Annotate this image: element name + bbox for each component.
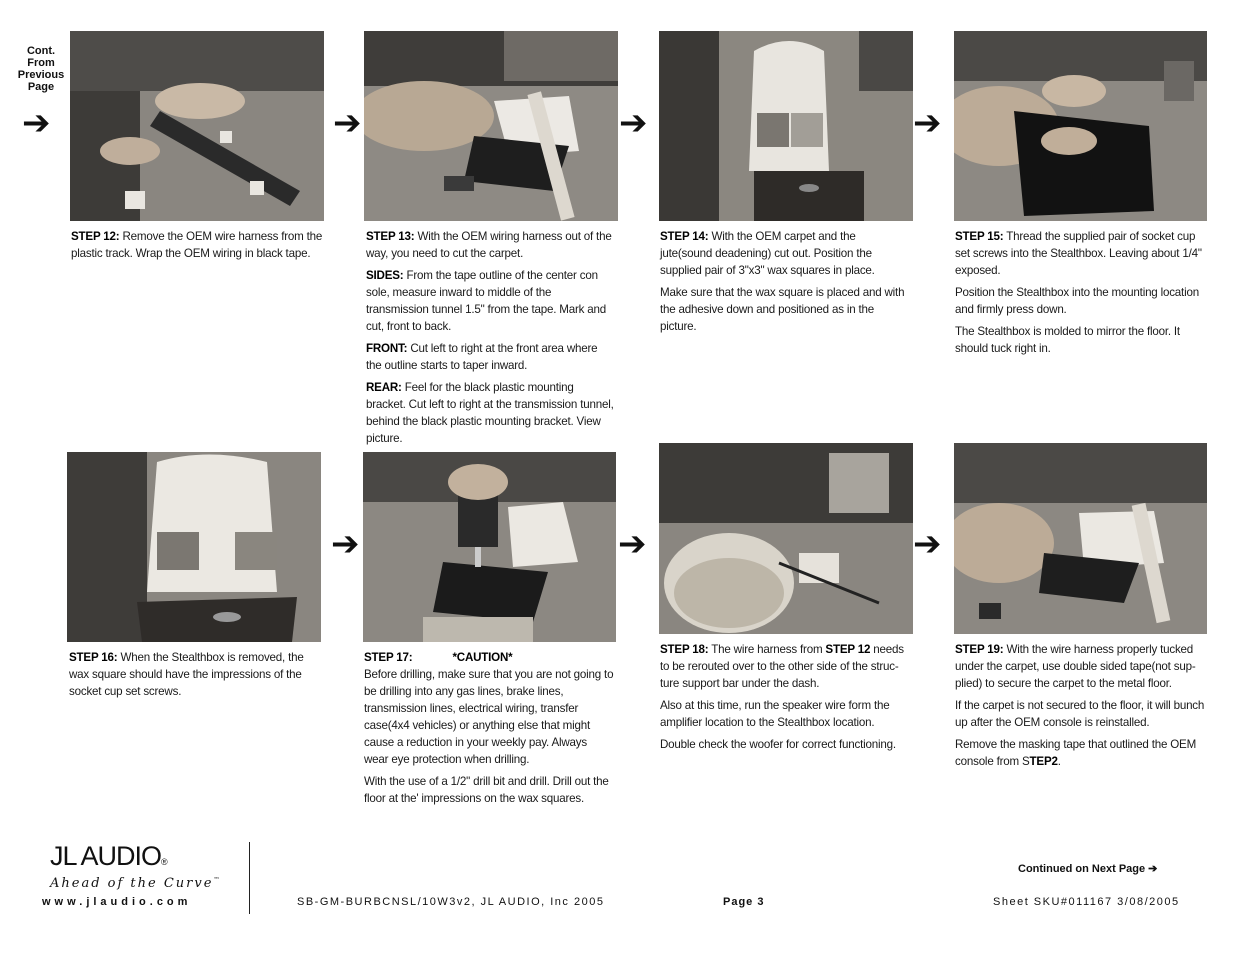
step-paragraph: STEP 16: When the Stealthbox is removed, the wax square should have the impressions of the socket cup set screws. [69,651,304,698]
step-label: STEP 13: [366,230,415,243]
step-12-photo [70,31,324,221]
logo-text: JL AUDIO [50,841,162,871]
step-paragraph: If the carpet is not secured to the floor, it will bunch up after the OEM console is reinstalled. [955,699,1205,729]
step-label: STEP 14: [660,230,709,243]
caution-label: *CAUTION* [452,651,513,664]
website-link[interactable]: www.jlaudio.com [42,896,192,908]
jl-audio-logo [50,842,240,891]
step-label: STEP 18: [660,643,709,656]
tagline: Ahead of the Curve [50,876,214,891]
step-paragraph: The Stealthbox is molded to mirror the floor. It should tuck right in. [955,325,1180,355]
sheet-sku: Sheet SKU#011167 3/08/2005 [993,896,1180,908]
arrow-right-icon: ➔ [913,524,942,564]
step-paragraph: Also at this time, run the speaker wire form the amplifier location to the Stealthbox location. [660,699,890,729]
step-paragraph: Position the Stealthbox into the mounting location and firmly press down. [955,286,1199,316]
step-paragraph: STEP 12: Remove the OEM wire harness from the plastic track. Wrap the OEM wiring in black tape. [71,230,323,260]
step-paragraph: STEP 13: With the OEM wiring harness out of the way, you need to cut the carpet. [366,230,612,260]
step-paragraph: STEP 14: With the OEM carpet and the jute(sound deadening) cut out. Position the supplied pair of 3"x3" wax squares in place. [660,230,875,277]
step-paragraph: Double check the woofer for correct functioning. [660,738,896,751]
step-13-text [366,228,614,452]
step-paragraph: STEP 19: With the wire harness properly tucked under the carpet, use double sided tape(not sup- plied) to secure the carpet to the metal floor. [955,643,1196,690]
step-paragraph: STEP 17: *CAUTION* Before drilling, make sure that you are not going to be drilling into any gas lines, brake lines, transmission lines, electrical wiring, transfer case(4x4 vehicles) or anything else that might cause a reduction in your weekly pay. Always wear eye protection when drilling. [364,651,614,766]
step-13-photo [364,31,618,221]
continued-next-page: Continued on Next Page ➔ [1018,863,1158,875]
step-label: STEP 16: [69,651,118,664]
arrow-right-icon: ➔ [619,103,648,143]
step-14-photo [659,31,913,221]
step-paragraph: STEP 18: The wire harness from STEP 12 needs to be rerouted over to the other side of the struc- ture support bar under the dash. [660,643,904,690]
step-16-text [69,649,319,705]
continued-from-previous: Cont. From Previous Page [17,45,65,93]
step-label: STEP 19: [955,643,1004,656]
step-18-photo [659,443,913,634]
step-16-photo [67,452,321,642]
step-label: STEP 17: [364,651,413,664]
step-paragraph: FRONT: Cut left to right at the front area where the outline starts to taper inward. [366,342,598,372]
step-paragraph: Remove the masking tape that outlined the OEM console from STEP2. [955,738,1197,768]
step-paragraph: Make sure that the wax square is placed and with the adhesive down and positioned as in the picture. [660,286,905,333]
step-label: STEP 15: [955,230,1004,243]
document-id: SB-GM-BURBCNSL/10W3v2, JL AUDIO, Inc 2005 [297,896,605,908]
step-paragraph: SIDES: From the tape outline of the center con sole, measure inward to middle of the transmission tunnel 1.5" from the tape. Mark and cut, front to back. [366,269,607,333]
step-17-photo [363,452,616,642]
step-17-text [364,649,614,812]
arrow-right-icon: ➔ [22,103,51,143]
step-12-text [71,228,329,267]
step-19-text [955,641,1205,775]
arrow-right-icon: ➔ [331,524,360,564]
step-15-photo [954,31,1207,221]
step-19-photo [954,443,1207,634]
arrow-right-icon: ➔ [913,103,942,143]
step-15-text [955,228,1205,362]
trademark-mark: ™ [213,876,222,884]
step-paragraph: STEP 15: Thread the supplied pair of socket cup set screws into the Stealthbox. Leaving about 1/4" exposed. [955,230,1202,277]
step-label: STEP 12: [71,230,120,243]
step-14-text [660,228,910,340]
registered-mark: ® [161,857,167,867]
page-number: Page 3 [723,896,765,908]
step-paragraph: With the use of a 1/2" drill bit and drill. Drill out the floor at the' impressions on the wax squares. [364,775,609,805]
footer-divider [249,842,250,914]
step-paragraph: REAR: Feel for the black plastic mounting bracket. Cut left to right at the transmission tunnel, behind the black plastic mounting bracket. View picture. [366,381,614,445]
arrow-right-icon: ➔ [618,524,647,564]
arrow-right-icon: ➔ [333,103,362,143]
step-18-text [660,641,910,758]
